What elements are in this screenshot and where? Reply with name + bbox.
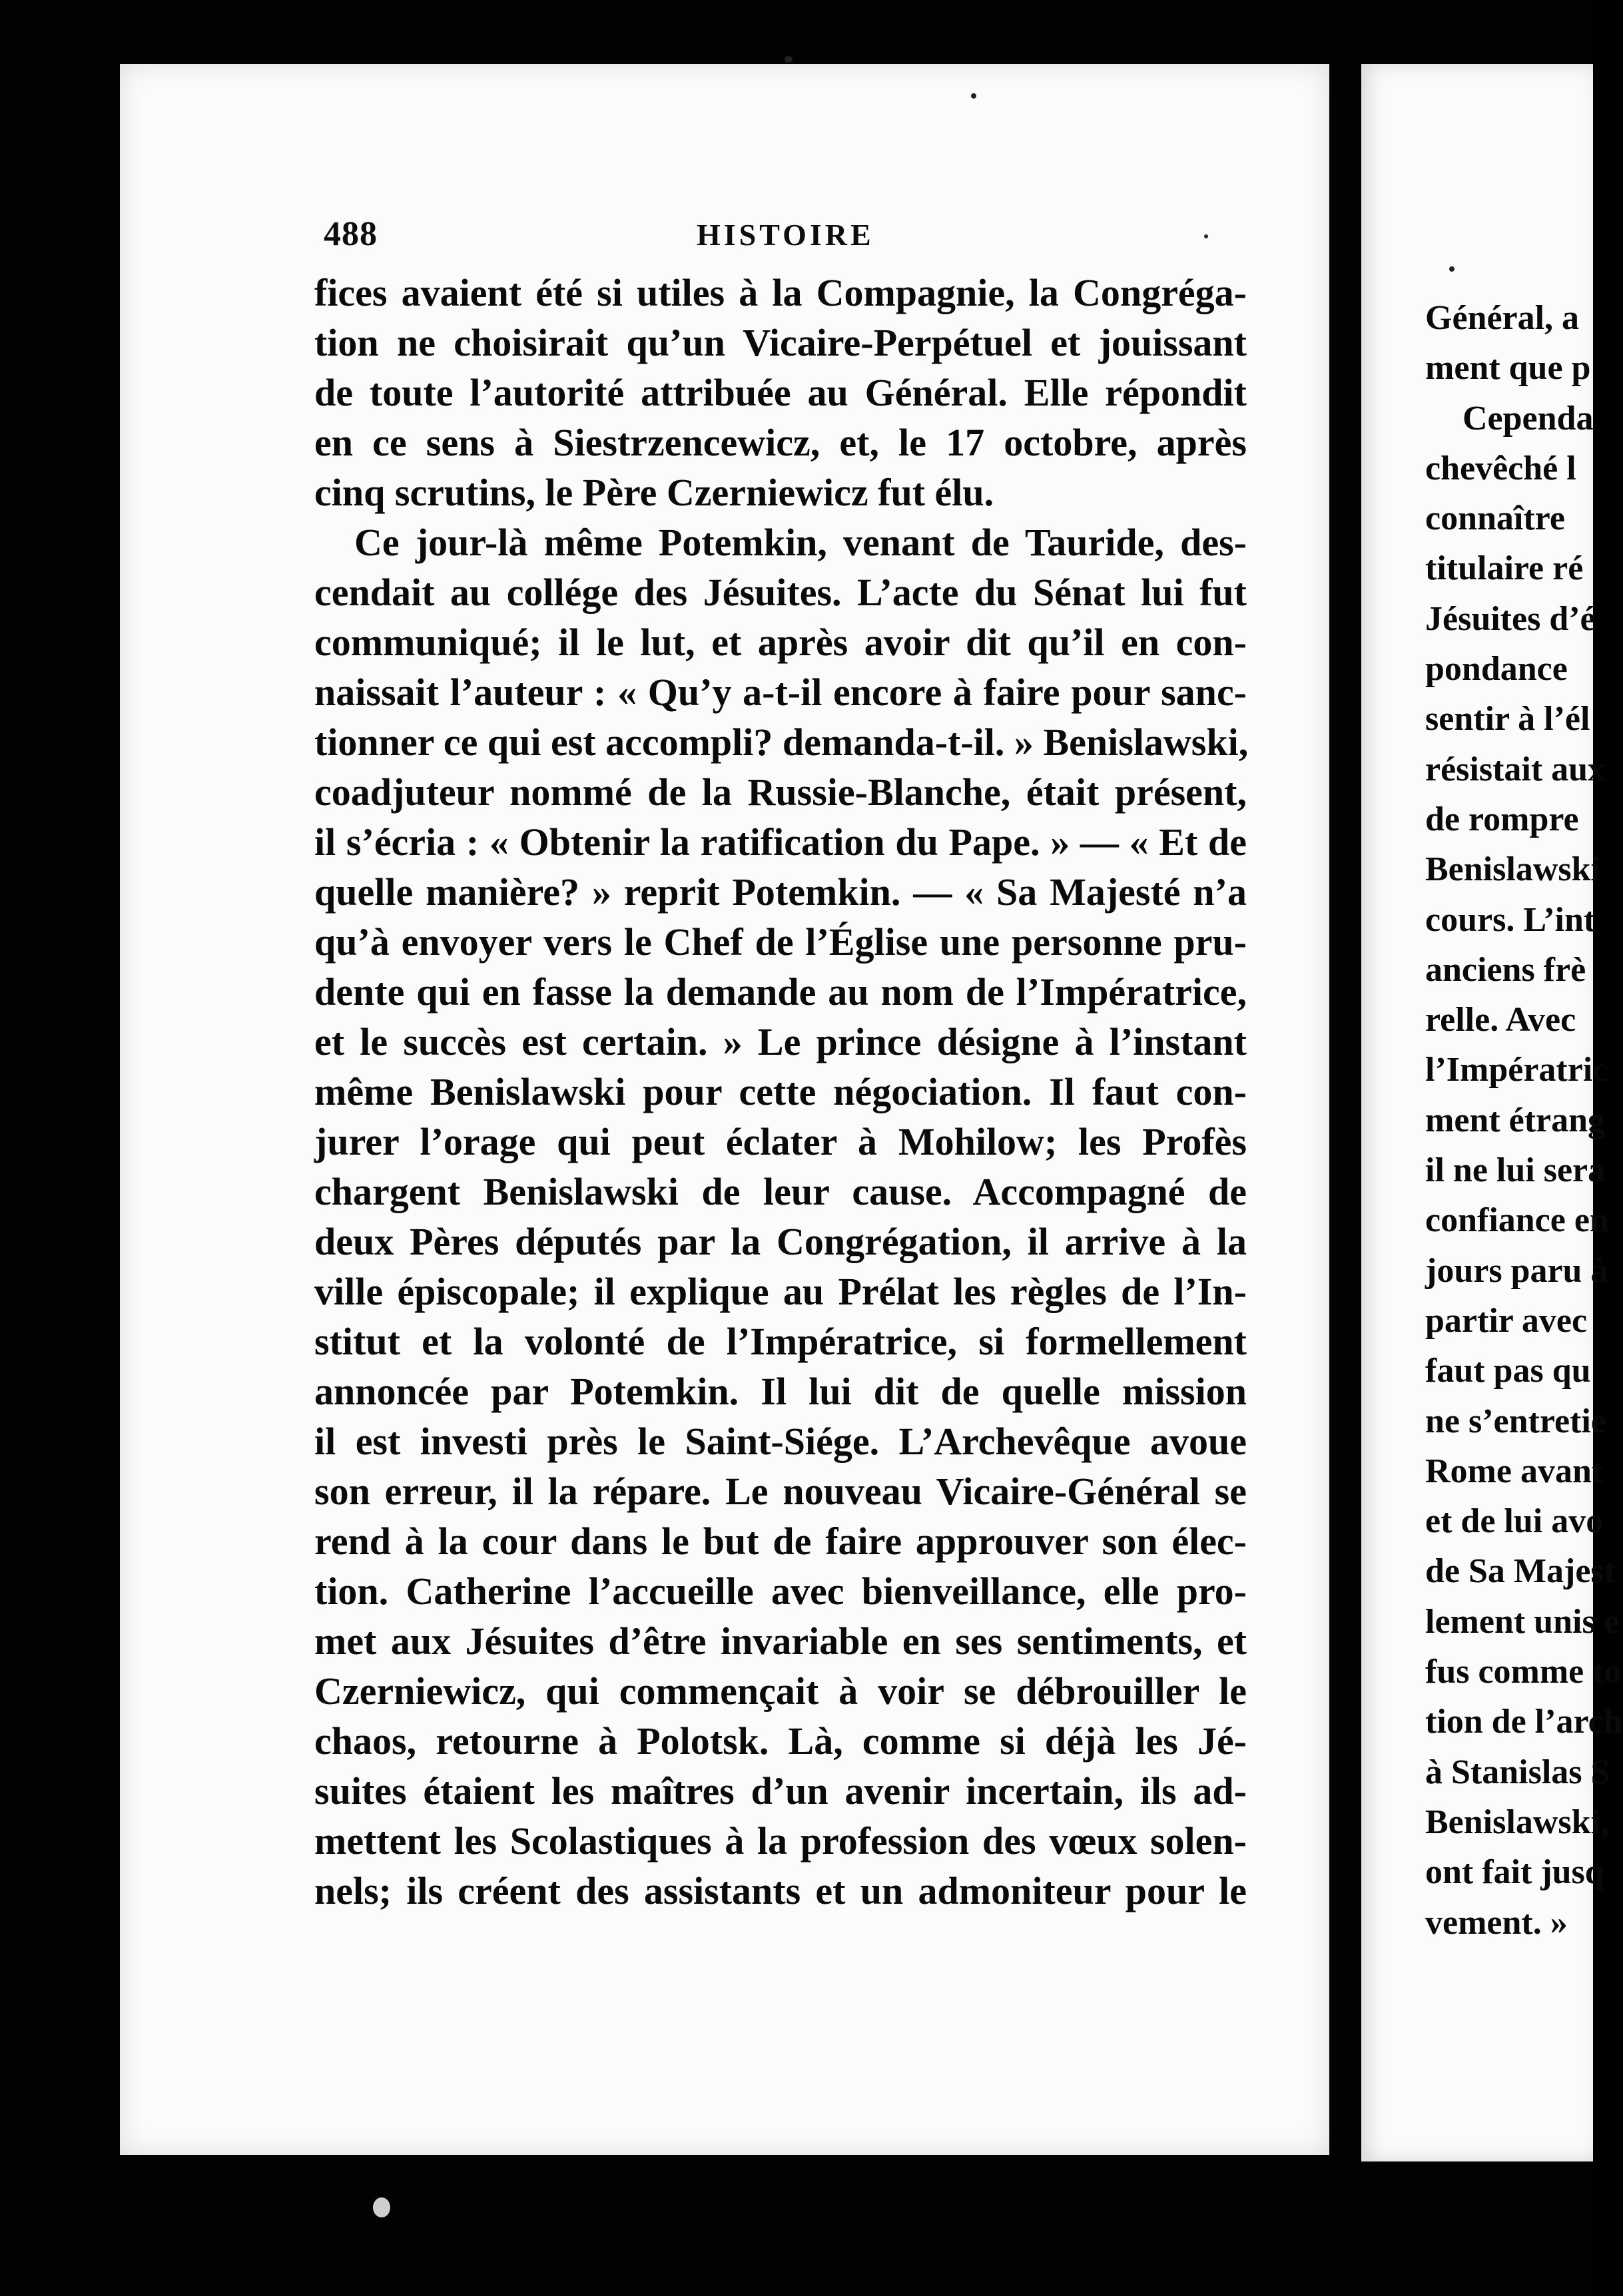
scan-speck: [1449, 266, 1455, 272]
right-text-line: Benislawski,: [1425, 1803, 1609, 1841]
text-line: quelle manière? » reprit Potemkin. — « Sa Majesté n’a: [314, 870, 1247, 914]
text-line: tion ne choisirait qu’un Vicaire-Perpétuel et jouissant: [314, 321, 1247, 364]
right-text-line: fus comme to: [1425, 1653, 1622, 1691]
text-line: Ce jour-là même Potemkin, venant de Tauride, des-: [354, 521, 1247, 564]
right-text-line: connaître: [1425, 499, 1565, 538]
right-text-line: pondance: [1425, 650, 1568, 689]
text-line: tionner ce qui est accompli? demanda-t-il. » Benislawski,: [314, 720, 1249, 764]
scan-speck: [1204, 234, 1208, 238]
right-text-line: lement unis e: [1425, 1602, 1620, 1641]
text-line: nels; ils créent des assistants et un admoniteur pour le: [314, 1869, 1247, 1912]
right-text-line: Benislawski: [1425, 850, 1600, 889]
running-title: HISTOIRE: [697, 218, 874, 252]
page-number: 488: [324, 215, 378, 253]
right-text-line: et de lui avo: [1425, 1502, 1604, 1541]
right-text-line: anciens frè: [1425, 950, 1586, 989]
right-text-line: résistait aux: [1425, 750, 1606, 788]
text-line: ville épiscopale; il explique au Prélat les règles de l’In-: [314, 1270, 1247, 1313]
text-line: dente qui en fasse la demande au nom de l’Impératrice,: [314, 970, 1247, 1013]
right-text-line: il ne lui sera: [1425, 1151, 1606, 1190]
right-page-text: [1425, 293, 1623, 1948]
right-text-line: Rome avant: [1425, 1452, 1604, 1490]
right-text-line: titulaire ré: [1425, 549, 1584, 588]
text-line: tion. Catherine l’accueille avec bienveillance, elle pro-: [314, 1570, 1247, 1613]
text-line: fices avaient été si utiles à la Compagnie, la Congréga-: [314, 271, 1247, 314]
right-text-line: l’Impératric: [1425, 1051, 1608, 1089]
text-line: chaos, retourne à Polotsk. Là, comme si déjà les Jé-: [314, 1719, 1247, 1763]
text-line: son erreur, il la répare. Le nouveau Vicaire-Général se: [314, 1470, 1247, 1513]
right-text-line: chevêché l: [1425, 449, 1576, 487]
text-line: suites étaient les maîtres d’un avenir incertain, ils ad-: [314, 1769, 1247, 1813]
text-line: qu’à envoyer vers le Chef de l’Église une personne pru-: [314, 920, 1247, 964]
right-text-line: ment que p: [1425, 349, 1591, 388]
scan-speck: [373, 2197, 390, 2217]
text-line: communiqué; il le lut, et après avoir dit qu’il en con-: [314, 621, 1247, 664]
right-text-line: relle. Avec: [1425, 1001, 1576, 1039]
text-line: Czerniewicz, qui commençait à voir se débrouiller le: [314, 1669, 1247, 1713]
text-line: de toute l’autorité attribuée au Général. Elle répondit: [314, 371, 1247, 414]
right-text-line: de Sa Majest: [1425, 1552, 1616, 1591]
right-text-line: Général, a: [1425, 299, 1580, 337]
text-line: met aux Jésuites d’être invariable en ses sentiments, et: [314, 1619, 1247, 1663]
right-text-line: cours. L’int: [1425, 900, 1596, 939]
text-line: rend à la cour dans le but de faire approuver son élec-: [314, 1520, 1247, 1563]
text-line: coadjuteur nommé de la Russie-Blanche, était présent,: [314, 770, 1247, 814]
text-line: jurer l’orage qui peut éclater à Mohilow; les Profès: [314, 1120, 1247, 1163]
text-line: naissait l’auteur : « Qu’y a-t-il encore à faire pour sanc-: [314, 671, 1247, 714]
text-line: il s’écria : « Obtenir la ratification du Pape. » — « Et de: [314, 820, 1247, 864]
scan-speck: [785, 56, 793, 63]
text-line: cendait au collége des Jésuites. L’acte du Sénat lui fut: [314, 571, 1247, 614]
scan-speck: [971, 93, 976, 99]
right-text-line: confiance en: [1425, 1201, 1609, 1240]
text-line: même Benislawski pour cette négociation. Il faut con-: [314, 1070, 1247, 1113]
body-text: [314, 268, 1247, 1916]
right-text-line: faut pas qu: [1425, 1352, 1591, 1390]
right-text-line: à Stanislas S: [1425, 1753, 1610, 1791]
right-text-line: Cependa: [1462, 399, 1594, 437]
right-text-line: de rompre: [1425, 800, 1579, 838]
text-line: stitut et la volonté de l’Impératrice, si formellement: [314, 1320, 1247, 1363]
text-line: et le succès est certain. » Le prince désigne à l’instant: [314, 1020, 1247, 1063]
right-text-line: partir avec: [1425, 1301, 1588, 1340]
text-line: en ce sens à Siestrzencewicz, et, le 17 octobre, après: [314, 421, 1247, 464]
right-text-line: jours paru à: [1425, 1251, 1608, 1290]
text-line: mettent les Scolastiques à la profession des vœux solen-: [314, 1819, 1247, 1863]
text-line: il est investi près le Saint-Siége. L’Archevêque avoue: [314, 1420, 1247, 1463]
right-text-line: ment étrang: [1425, 1101, 1606, 1139]
right-text-line: vement. »: [1425, 1903, 1568, 1942]
running-head: [324, 214, 1253, 261]
right-text-line: Jésuites d’é: [1425, 599, 1596, 638]
text-line: chargent Benislawski de leur cause. Accompagné de: [314, 1170, 1247, 1213]
right-text-line: tion de l’arch: [1425, 1703, 1623, 1741]
right-text-line: ne s’entretie: [1425, 1402, 1606, 1440]
right-text-line: ont fait jusq: [1425, 1853, 1604, 1892]
text-line: annoncée par Potemkin. Il lui dit de quelle mission: [314, 1370, 1247, 1413]
text-line: deux Pères députés par la Congrégation, il arrive à la: [314, 1220, 1247, 1263]
text-line: cinq scrutins, le Père Czerniewicz fut élu.: [314, 471, 994, 514]
right-text-line: sentir à l’él: [1425, 700, 1590, 738]
